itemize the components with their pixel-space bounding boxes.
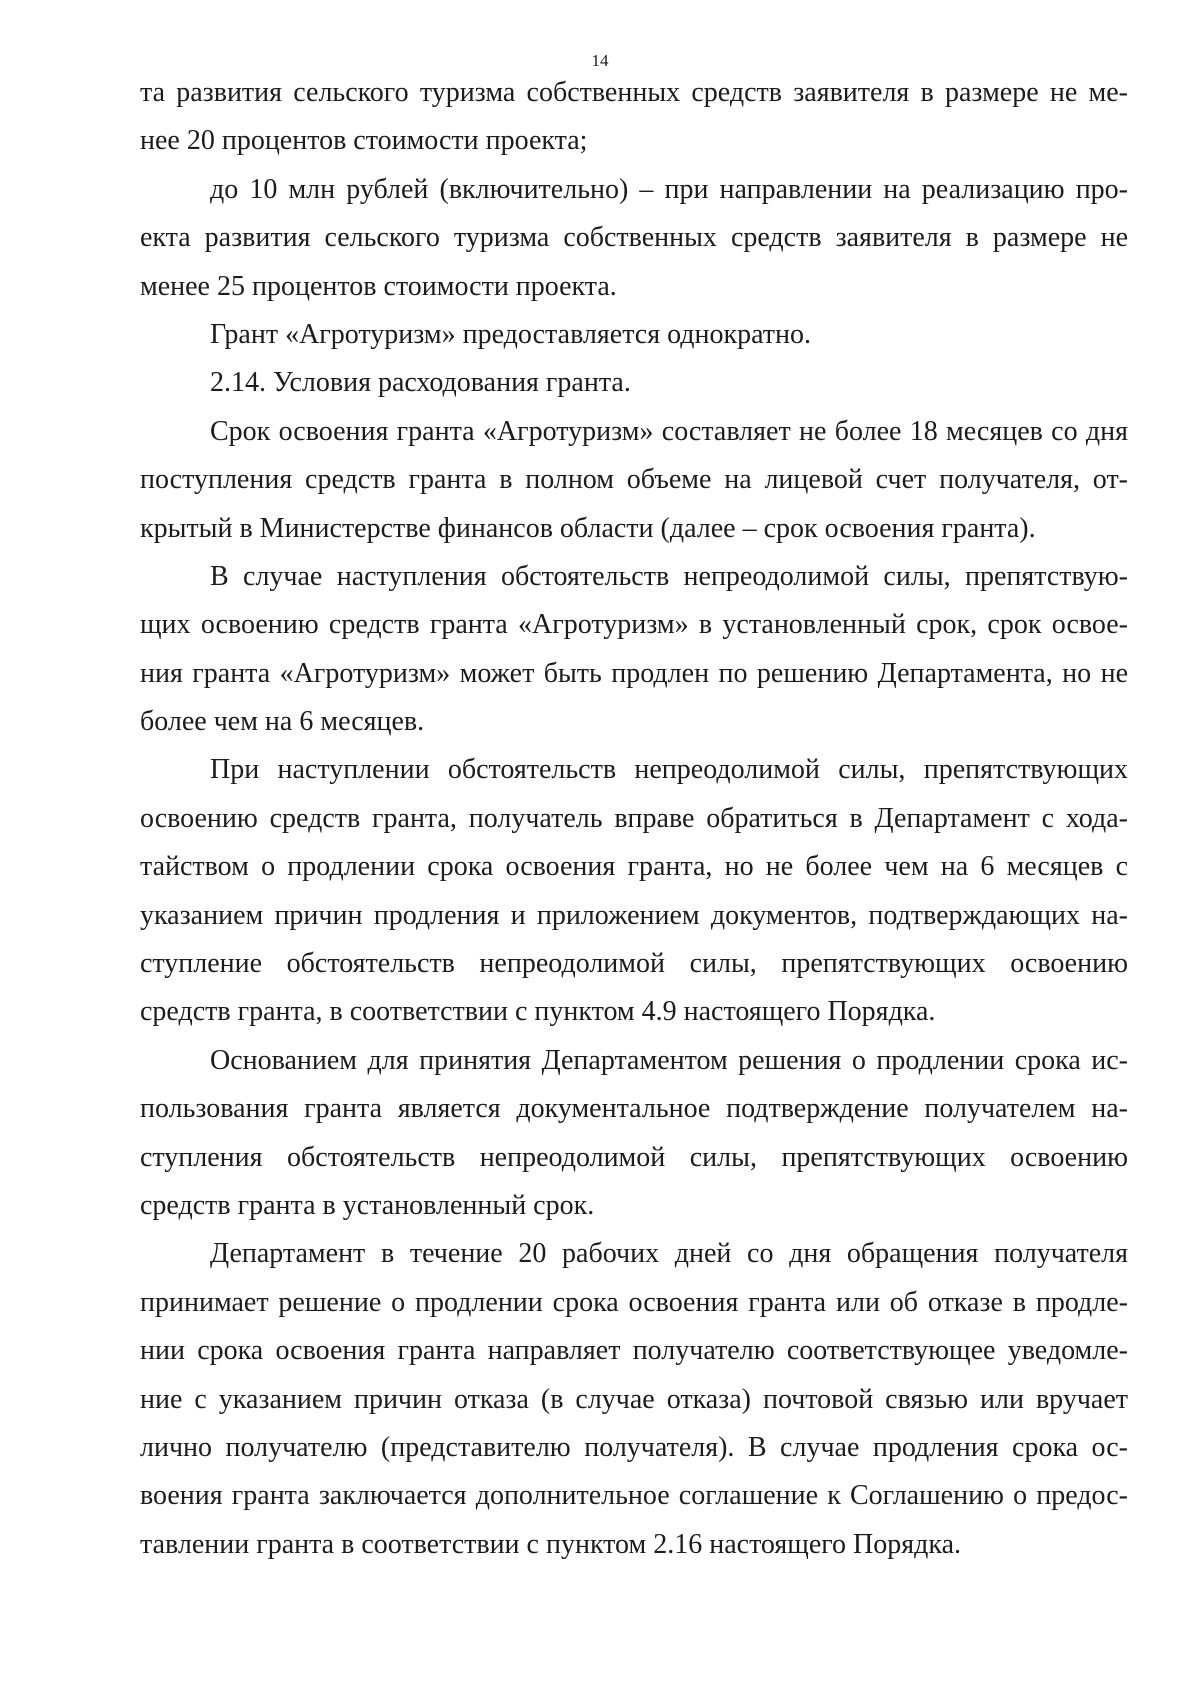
text-line: Срок освоения гранта «Агротуризм» составляет не более 18 месяцев со дня (210, 415, 1128, 447)
text-line: нее 20 процентов стоимости проекта; (140, 125, 588, 157)
text-line: менее 25 процентов стоимости проекта. (140, 270, 617, 302)
text-line: Основанием для принятия Департаментом решения о продлении срока ис- (210, 1044, 1128, 1076)
text-line: Департамент в течение 20 рабочих дней со дня обращения получателя (210, 1238, 1128, 1270)
text-line: воения гранта заключается дополнительное соглашение к Соглашению о предос- (140, 1480, 1128, 1512)
text-line: освоению средств гранта, получатель вправе обратиться в Департамент с хода- (140, 802, 1128, 834)
page-number: 14 (591, 51, 609, 70)
text-line: Грант «Агротуризм» предоставляется однократно. (210, 318, 812, 350)
text-line: указанием причин продления и приложением документов, подтверждающих на- (140, 899, 1128, 931)
text-line: екта развития сельского туризма собственных средств заявителя в размере не (140, 222, 1128, 254)
text-line: средств гранта в установленный срок. (140, 1189, 595, 1221)
text-line: до 10 млн рублей (включительно) – при направлении на реализацию про- (210, 173, 1128, 205)
text-line: принимает решение о продлении срока освоения гранта или об отказе в продле- (140, 1286, 1128, 1318)
text-line: крытый в Министерстве финансов области (далее – срок освоения гранта). (140, 512, 1036, 544)
text-line: В случае наступления обстоятельств непреодолимой силы, препятствую- (210, 560, 1128, 592)
text-line: средств гранта, в соответствии с пунктом 4.9 настоящего Порядка. (140, 996, 936, 1028)
text-line: ступления обстоятельств непреодолимой силы, препятствующих освоению (140, 1141, 1128, 1173)
text-line: ния гранта «Агротуризм» может быть продлен по решению Департамента, но не (140, 657, 1128, 689)
document-body (140, 69, 1128, 1569)
text-line: лично получателю (представителю получателя). В случае продления срока ос- (140, 1431, 1128, 1463)
text-line: тайством о продлении срока освоения гранта, но не более чем на 6 месяцев с (140, 851, 1128, 883)
text-line: ступление обстоятельств непреодолимой силы, препятствующих освоению (140, 948, 1128, 980)
text-line: 2.14. Условия расходования гранта. (210, 367, 631, 399)
text-line: пользования гранта является документальное подтверждение получателем на- (140, 1093, 1128, 1125)
text-line: нии срока освоения гранта направляет получателю соответствующее уведомле- (140, 1335, 1128, 1367)
text-line: При наступлении обстоятельств непреодолимой силы, препятствующих (210, 754, 1128, 786)
text-line: ние с указанием причин отказа (в случае отказа) почтовой связью или вручает (140, 1383, 1128, 1415)
text-line: тавлении гранта в соответствии с пунктом 2.16 настоящего Порядка. (140, 1528, 962, 1560)
text-line: щих освоению средств гранта «Агротуризм» в установленный срок, срок освое- (140, 609, 1128, 641)
text-line: та развития сельского туризма собственных средств заявителя в размере не ме- (140, 77, 1128, 108)
text-line: более чем на 6 месяцев. (140, 706, 425, 738)
text-line: поступления средств гранта в полном объеме на лицевой счет получателя, от- (140, 464, 1128, 496)
